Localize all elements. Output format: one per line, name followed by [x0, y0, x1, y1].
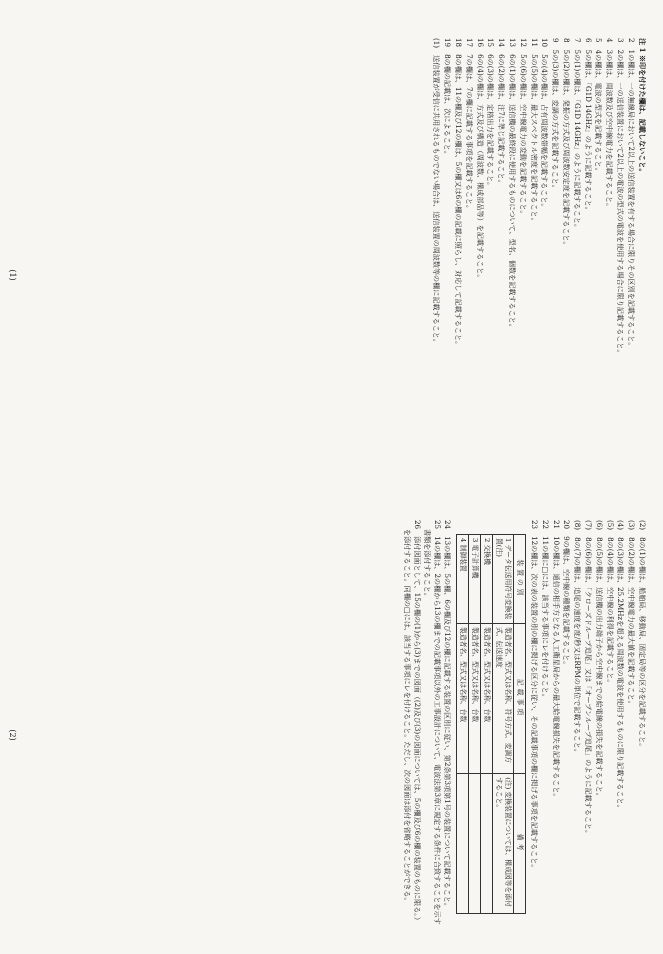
note-paragraph: (6) 8の(5)の欄は、送信機の出力端子から空中線までの給電線の損失を記載すること。 — [594, 520, 604, 800]
note-paragraph: 2 1の欄は、一の無線局において2以上の送信装置を有する場合に限りその区別を記載すること。 — [626, 38, 636, 350]
note-paragraph: (4) 8の(3)の欄は、25.2MHzを超える周波数の電波を使用するものに限り記載すること。 — [616, 520, 626, 812]
note-paragraph: 11 5の(5)の欄は、最大スペクトル密度を記載すること。 — [529, 38, 539, 225]
note-paragraph: 7 5の(1)の欄は、「G1D 14GHz」のように記載すること。 — [572, 38, 582, 232]
note-paragraph: 3 2の欄は、一の送信装置において2以上の電波の型式の電波を使用する場合に限り記載すること。 — [616, 38, 625, 357]
note-paragraph: (3) 8の(2)の欄は、空中線電力の最大値を記載すること。 — [627, 520, 637, 708]
table-cell-items: 製造者名、型式又は名称、台数 — [481, 624, 493, 774]
note-paragraph: 9 5の(3)の欄は、変調の方式を記載すること。 — [551, 38, 561, 192]
table-cell-remarks — [481, 774, 493, 914]
table-row — [457, 535, 469, 914]
table-cell-device: 3 電子計算機 — [469, 535, 481, 624]
note-paragraph: 6 5の欄は、「G1D 14GHz」のように記載すること。 — [583, 38, 593, 214]
table-cell-device: 1 データ伝送用符号変換装置(注) — [493, 535, 514, 624]
table-cell-remarks — [457, 774, 469, 914]
note-paragraph: (2) 8の(1)の欄は、船舶局、移動局、固定局等の区分を記載すること。 — [638, 520, 647, 751]
table-header-items: 記載事項 — [513, 624, 525, 774]
note-paragraph: 14 6の(2)の欄は、注7に準じ記載すること。 — [497, 38, 507, 187]
left-notes-list — [432, 38, 636, 508]
right-column-notes — [28, 520, 647, 925]
page-number-right: (2) — [8, 729, 17, 741]
note-paragraph: 25 14の欄は、2の欄から13の欄までの記載事項以外の工事設計について、電波法第3章に規定する条件に合致することを示す書類を添付すること。 — [423, 520, 442, 925]
note-paragraph: (7) 8の(6)の欄は、「クローズドループ追尾」又は「オープンループ追尾」のように記載すること。 — [584, 520, 594, 838]
note-paragraph: 24 13の欄は、5の欄、6の欄及び12の欄に記載する装置の区別に従い、第2条第3項第1号の装置について記載すること。 — [443, 520, 453, 911]
notes-heading: 注 1 ※印を付けた欄は、記載しないこと。 — [638, 38, 647, 176]
note-paragraph: 23 12の欄は、次の表の装置の別の欄に掲げる区分に従い、その記載事項の欄に掲げる事項を記載すること。 — [530, 520, 540, 872]
note-paragraph: 19 8の欄の記載は、次によること。 — [443, 38, 453, 158]
table-header-device: 装置の別 — [513, 535, 525, 624]
note-paragraph: 13 6の(1)の欄は、送信機の最終段に使用するものについて、型名、個数を記載すること。 — [508, 38, 518, 331]
note-paragraph: 12 5の(6)の欄は、空中線電力の変動を記載すること。 — [518, 38, 528, 218]
note-paragraph: 22 11の欄に□には、該当する事項にレを付けること。 — [540, 520, 550, 701]
note-paragraph: 26 添付図面として、15の欄の(1)から(3)までの図面（(2)及び(3)の図面については、5の欄及び6の欄の装置のものに限る。）を添付すること。同欄の□には、該当する事項にレを付けること。ただし、次の図面は添付を省略することができる。 — [403, 520, 422, 924]
table-cell-items: 製造者名、型式又は名称、符号方式、変調方式、伝送速度 — [493, 624, 514, 774]
equipment-detail-table — [456, 534, 525, 914]
table-cell-remarks: (注) 変換装置については、構成図等を添付すること。 — [493, 774, 514, 914]
page-number-left: (1) — [8, 269, 17, 281]
note-paragraph: 5 4の欄は、電波の型式を記載すること。 — [594, 38, 604, 175]
table-cell-device: 4 制御装置 — [457, 535, 469, 624]
note-paragraph: (5) 8の(4)の欄は、空中線の利得を記載すること。 — [605, 520, 615, 687]
right-notes-list — [530, 520, 647, 925]
note-paragraph: 16 6の(4)の欄は、方式及び構造（周波数、構成部品等）を記載すること。 — [475, 38, 485, 282]
table-header-row — [513, 535, 525, 914]
note-paragraph: 17 7の欄は、7の欄に記載する事項を記載すること。 — [464, 38, 474, 213]
note-paragraph: 21 10の欄は、通信の相手方となる人工衛星局からの最大給電線損失を記載すること。 — [551, 520, 561, 801]
note-paragraph: 8 5の(2)の欄は、発振の方式及び周波数安定度を記載すること。 — [562, 38, 572, 249]
table-header-remarks: 備考 — [513, 774, 525, 914]
table-body — [457, 535, 513, 914]
note-paragraph: 10 5の(4)の欄は、占有周波数帯幅を記載すること。 — [540, 38, 550, 211]
right-notes-list-continued — [403, 520, 452, 925]
table-cell-device: 2 交換機 — [481, 535, 493, 624]
note-paragraph: 18 8の欄は、11の欄及び12の欄は、5の欄又は6の欄の記載に照らし、対応して記載すること。 — [454, 38, 464, 349]
note-paragraph: (1) 送信装置が受信に共用されるものでない場合は、送信装置の周波数等の欄に記載すること。 — [432, 38, 442, 346]
table-row — [493, 535, 514, 914]
table-row — [469, 535, 481, 914]
left-column-notes — [28, 38, 647, 508]
note-paragraph: 4 3の欄は、周波数及び空中線電力を記載すること。 — [605, 38, 615, 211]
table-cell-items: 製造者名、型式又は名称、台数 — [457, 624, 469, 774]
note-paragraph: 15 6の(3)の欄は、定格出力を記載すること。 — [486, 38, 496, 190]
table-cell-remarks — [469, 774, 481, 914]
note-paragraph: (8) 8の(7)の欄は、追尾の速度を度/秒又はRPMの単位で記載すること。 — [573, 520, 583, 756]
table-cell-items: 製造者名、型式又は名称、台数 — [469, 624, 481, 774]
table-row — [481, 535, 493, 914]
note-paragraph: 20 9の欄は、空中線の種類を記載すること。 — [562, 520, 572, 669]
